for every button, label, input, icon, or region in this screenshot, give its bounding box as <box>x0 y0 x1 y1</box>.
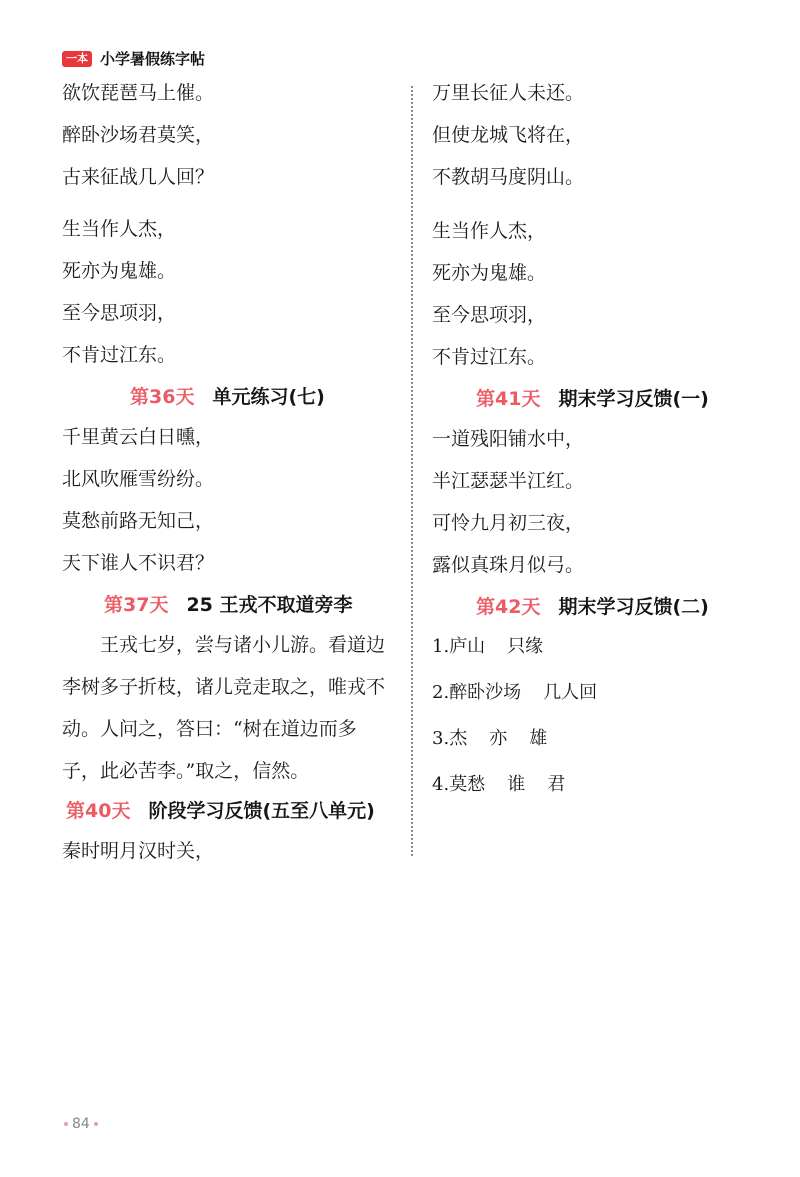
section-heading-day41 <box>432 386 752 412</box>
poem-line: 莫愁前路无知己， <box>62 510 215 532</box>
poem-block <box>62 424 392 576</box>
poem-block <box>432 80 752 190</box>
answer-word: 君 <box>547 774 566 795</box>
answer-word: 雄 <box>529 728 548 749</box>
answer-word: 只缘 <box>507 636 544 657</box>
prose-paragraph: 王戎七岁，尝与诸小儿游。看道边李树多子折枝，诸儿竞走取之，唯戎不动。人问之，答曰：“树在道边而多子，此必苦李。”取之，信然。 <box>62 634 386 782</box>
page-header <box>62 48 205 69</box>
section-title: 阶段学习反馈(五至八单元) <box>148 800 375 822</box>
section-title: 单元练习(七) <box>212 386 325 408</box>
day-label: 第36天 <box>130 386 195 408</box>
section-heading-day42 <box>432 594 752 620</box>
answer-word: 亦 <box>489 728 508 749</box>
poem-line: 但使龙城飞将在， <box>432 124 585 146</box>
poem-block <box>432 426 752 578</box>
poem-line: 秦时明月汉时关， <box>62 840 215 862</box>
poem-line: 天下谁人不识君？ <box>62 552 215 574</box>
poem-line: 不肯过江东。 <box>62 344 177 366</box>
poem-line: 欲饮琵琶马上催。 <box>62 82 215 104</box>
page-number-text: 84 <box>72 1116 90 1132</box>
left-column <box>62 80 392 880</box>
poem-line: 可怜九月初三夜， <box>432 512 585 534</box>
section-title: 期末学习反馈(二) <box>558 596 709 618</box>
answer-number: 3. <box>432 728 450 749</box>
poem-line: 万里长征人未还。 <box>432 82 585 104</box>
poem-line: 半江瑟瑟半江红。 <box>432 470 585 492</box>
poem-line: 北风吹雁雪纷纷。 <box>62 468 215 490</box>
poem-line: 不教胡马度阴山。 <box>432 166 585 188</box>
day-label: 第42天 <box>476 596 541 618</box>
brand-logo: 一本 <box>62 51 92 67</box>
poem-line: 生当作人杰， <box>62 218 177 240</box>
poem-line: 古来征战几人回？ <box>62 166 215 188</box>
poem-line: 死亦为鬼雄。 <box>432 262 547 284</box>
answer-item <box>432 726 752 752</box>
answer-word: 莫愁 <box>449 774 486 795</box>
poem-line: 一道残阳铺水中， <box>432 428 585 450</box>
dot-decoration <box>64 1122 68 1126</box>
answer-word: 醉卧沙场 <box>449 682 522 703</box>
answer-item <box>432 680 752 706</box>
answer-number: 1. <box>432 636 450 657</box>
poem-block <box>62 216 392 368</box>
poem-block <box>432 218 752 370</box>
poem-line: 千里黄云白日曛， <box>62 426 215 448</box>
day-label: 第37天 <box>104 594 169 616</box>
poem-line: 至今思项羽， <box>62 302 177 324</box>
column-divider <box>411 86 413 856</box>
answer-word: 庐山 <box>449 636 486 657</box>
dot-decoration <box>94 1122 98 1126</box>
page-number <box>64 1116 98 1132</box>
section-heading-day37 <box>62 592 392 618</box>
section-title: 期末学习反馈(一) <box>558 388 709 410</box>
section-title: 25 王戎不取道旁李 <box>186 594 353 616</box>
answer-word: 谁 <box>507 774 526 795</box>
answer-word: 杰 <box>449 728 468 749</box>
poem-line: 生当作人杰， <box>432 220 547 242</box>
section-heading-day36 <box>62 384 392 410</box>
answer-word: 几人回 <box>543 682 598 703</box>
section-heading-day40 <box>62 798 392 824</box>
poem-line: 露似真珠月似弓。 <box>432 554 585 576</box>
answer-number: 2. <box>432 682 450 703</box>
poem-line: 不肯过江东。 <box>432 346 547 368</box>
poem-line: 至今思项羽， <box>432 304 547 326</box>
day-label: 第41天 <box>476 388 541 410</box>
answer-number: 4. <box>432 774 450 795</box>
answer-item <box>432 772 752 798</box>
poem-line: 死亦为鬼雄。 <box>62 260 177 282</box>
answer-item <box>432 634 752 660</box>
book-title: 小学暑假练字帖 <box>100 50 206 68</box>
right-column <box>432 80 752 818</box>
poem-block <box>62 80 392 190</box>
answer-list <box>432 634 752 798</box>
poem-line: 醉卧沙场君莫笑， <box>62 124 215 146</box>
day-label: 第40天 <box>66 800 131 822</box>
